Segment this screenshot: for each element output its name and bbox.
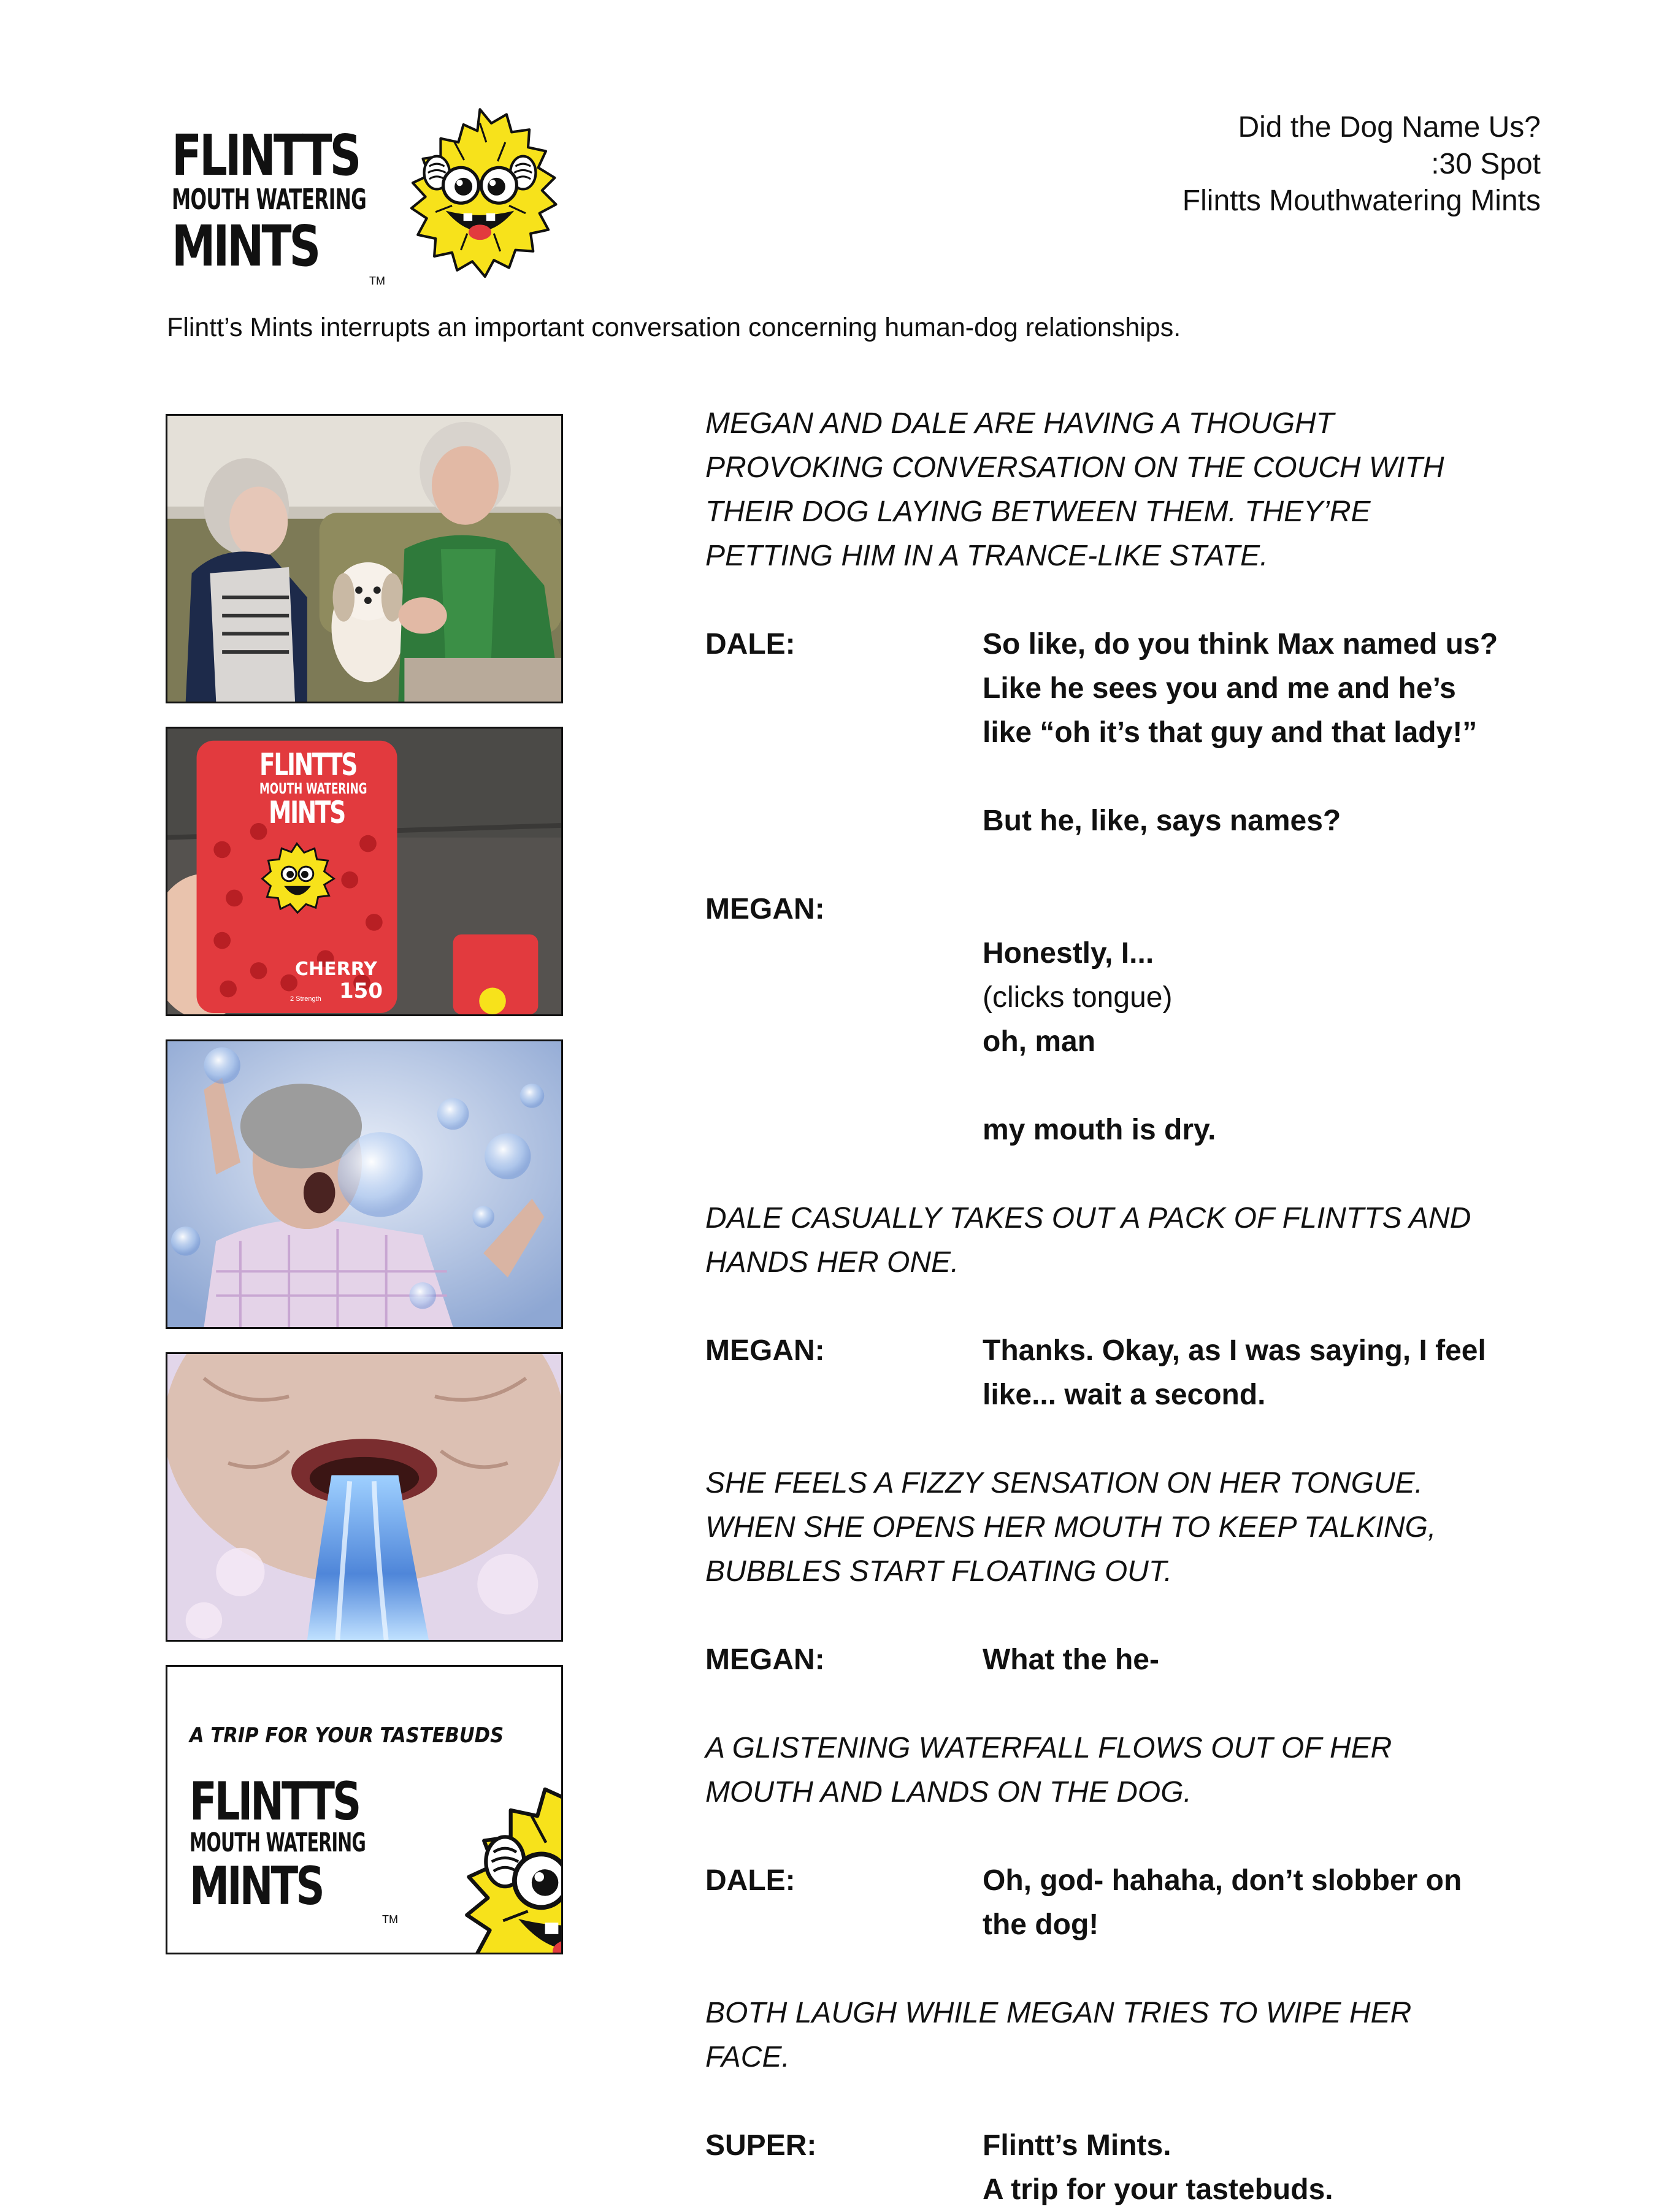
dialogue-text: my mouth is dry. [983,1114,1216,1146]
dialogue-lines: Flintt’s Mints. A trip for your tastebuds. [983,2129,1333,2206]
waterfall-scene-image [167,1354,561,1640]
pack-strength: 2 Strength [290,995,321,1003]
storyboard-frame-2 [166,727,563,1016]
dialogue-text: Honestly, I... [983,937,1154,970]
dialogue-lines: Oh, god- hahaha, don’t slobber on the dog! [983,1864,1462,1941]
spot-info [1183,109,1541,220]
pack-brand-mints: MINTS [269,795,345,830]
brand-line-flintts: FLINTTS [172,123,359,188]
dialogue-text: oh, man [983,1025,1096,1058]
bubbles-scene-image [167,1041,561,1327]
dialogue-6-super [705,2124,1564,2212]
endcard-brand-mints: MINTS [190,1856,323,1917]
speaker-label: SUPER: [705,2129,817,2162]
endcard-tagline: A TRIP FOR YOUR TASTEBUDS [190,1723,504,1748]
storyboard-frame-4 [166,1352,563,1642]
action-5: BOTH LAUGH WHILE MEGAN TRIES TO WIPE HER FACE. [705,1997,1412,2073]
dialogue-5 [705,1859,1564,1947]
dialogue-lines: What the he- [983,1644,1159,1676]
endcard-wordmark [190,1771,398,1931]
couch-scene-image [167,416,561,702]
speaker-label: DALE: [705,628,795,660]
spot-length: :30 Spot [1431,148,1541,180]
dialogue-1b [705,799,1564,843]
storyboard-frame-1 [166,414,563,703]
endcard-mascot-icon [373,1759,563,1954]
pack-flavor: CHERRY [295,959,377,980]
dialogue-1 [705,622,1564,755]
speaker-label: MEGAN: [705,1644,825,1676]
parenthetical: (clicks tongue) [983,981,1173,1014]
pack-brand-mouth-watering: MOUTH WATERING [259,780,367,797]
brand-line-mints: MINTS [172,213,319,279]
endcard-trademark: TM [382,1913,398,1926]
storyboard-frame-3 [166,1039,563,1329]
dialogue-lines: So like, do you think Max named us? Like he sees you and me and he’s like “oh it’s that guy and that lady!” [983,628,1498,749]
spot-title: Did the Dog Name Us? [1238,111,1541,144]
brand-logo [172,104,577,294]
speaker-label: MEGAN: [705,893,825,925]
endcard-brand-mouth-watering: MOUTH WATERING [190,1827,366,1858]
trademark-mark: TM [369,275,385,287]
dialogue-lines: But he, like, says names? [983,805,1341,837]
script-body [705,402,1564,2212]
pack-brand-flintts: FLINTTS [259,747,357,783]
action-4: A GLISTENING WATERFALL FLOWS OUT OF HER MOUTH AND LANDS ON THE DOG. [705,1732,1392,1808]
dialogue-lines [983,887,1216,1152]
mascot-icon [383,104,577,294]
action-1: MEGAN AND DALE ARE HAVING A THOUGHT PROVOKING CONVERSATION ON THE COUCH WITH THEIR DOG LAYING BETWEEN THEM. THEY’RE PETTING HIM IN A TRANCE-LIKE STATE. [705,407,1444,572]
logline: Flintt’s Mints interrupts an important conversation concerning human-dog relationships. [167,313,1181,342]
action-2: DALE CASUALLY TAKES OUT A PACK OF FLINTTS AND HANDS HER ONE. [705,1202,1471,1279]
brand-wordmark [172,123,385,287]
dialogue-2 [705,887,1564,1152]
action-3: SHE FEELS A FIZZY SENSATION ON HER TONGUE. WHEN SHE OPENS HER MOUTH TO KEEP TALKING, BUBBLES START FLOATING OUT. [705,1467,1436,1588]
dialogue-3 [705,1329,1564,1417]
speaker-label: MEGAN: [705,1334,825,1367]
storyboard-frame-5-endcard [166,1665,563,1954]
pack-count: 150 [339,979,383,1003]
endcard-brand-flintts: FLINTTS [190,1771,359,1832]
brand-line-mouth-watering: MOUTH WATERING [172,183,367,216]
dialogue-4 [705,1638,1564,1682]
spot-product: Flintts Mouthwatering Mints [1182,185,1541,217]
speaker-label: DALE: [705,1864,795,1897]
dialogue-lines: Thanks. Okay, as I was saying, I feel like... wait a second. [983,1334,1486,1411]
